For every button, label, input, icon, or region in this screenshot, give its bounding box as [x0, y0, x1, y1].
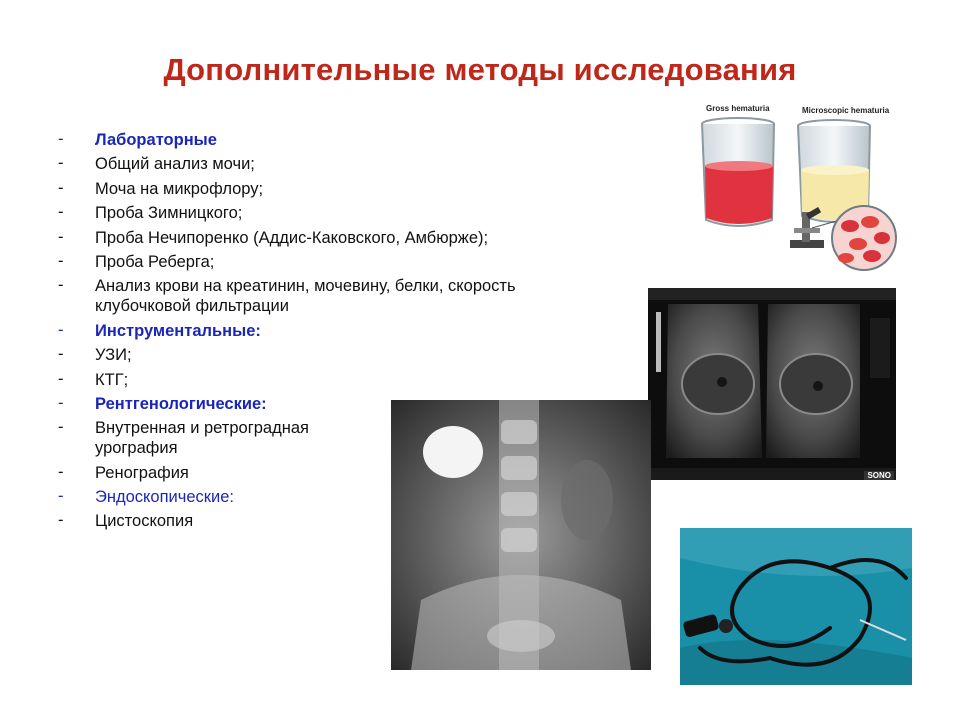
bullet-dash: - [58, 251, 64, 270]
bullet-dash: - [58, 130, 64, 148]
list-item-text: Эндоскопические: [95, 488, 234, 507]
ultrasound-graphic [648, 288, 896, 480]
endoscope-graphic [680, 528, 912, 685]
ultrasound-image [648, 288, 896, 480]
list-item-text: Моча на микрофлору; [95, 179, 264, 198]
list-item-urine-microflora [58, 179, 528, 199]
endoscope-photo [680, 528, 912, 685]
list-item-text: Инструментальные: [95, 321, 261, 340]
bullet-dash: - [58, 462, 64, 481]
list-item-text: Анализ крови на креатинин, мочевину, белки, скорость клубочковой фильтрации [95, 277, 516, 316]
bullet-dash: - [58, 345, 64, 364]
slide-title: Дополнительные методы исследования [163, 52, 797, 87]
bullet-dash: - [58, 203, 64, 222]
list-item-text: Рентгенологические: [95, 394, 267, 413]
beakers-graphic [694, 100, 906, 272]
list-item-text: Общий анализ мочи; [95, 155, 255, 174]
bullet-dash: - [58, 227, 64, 246]
list-item-urinalysis [58, 154, 528, 174]
list-item-text: УЗИ; [95, 346, 132, 365]
bullet-dash: - [58, 320, 64, 339]
hematuria-illustration [694, 100, 906, 272]
bullet-dash: - [58, 511, 64, 530]
list-item-text: Проба Реберга; [95, 252, 215, 271]
bullet-dash: - [58, 154, 64, 173]
caption-microscopic-hematuria: Microscopic hematuria [802, 106, 890, 115]
caption-gross-hematuria: Gross hematuria [706, 104, 770, 113]
list-item-text: КТГ; [95, 370, 129, 389]
list-item-text: Внутренная и ретроградная урография [95, 419, 309, 458]
list-item-urography [58, 418, 310, 458]
xray-graphic [391, 400, 651, 670]
list-item-ultrasound [58, 345, 528, 365]
bullet-dash: - [58, 487, 64, 506]
list-item-nechiporenko-test [58, 228, 528, 248]
bullet-dash: - [58, 178, 64, 197]
list-item-laboratory [58, 130, 528, 150]
list-item-zimnitsky-test [58, 203, 528, 223]
list-item-blood-test [58, 276, 528, 316]
bullet-dash: - [58, 393, 64, 412]
list-item-text: Проба Зимницкого; [95, 204, 243, 223]
list-item-text: Цистоскопия [95, 512, 194, 531]
xray-urography-image [391, 400, 651, 670]
ultrasound-brand-label: SONO [864, 471, 894, 480]
list-item-ctg [58, 370, 528, 390]
list-item-text: Проба Нечипоренко (Аддис-Каковского, Амбюрже); [95, 228, 489, 247]
bullet-dash: - [58, 276, 64, 295]
bullet-dash: - [58, 369, 64, 388]
list-item-text: Лабораторные [95, 131, 217, 149]
list-item-text: Ренография [95, 463, 189, 482]
bullet-dash: - [58, 418, 64, 437]
list-item-instrumental [58, 321, 528, 341]
list-item-reberg-test [58, 252, 528, 272]
